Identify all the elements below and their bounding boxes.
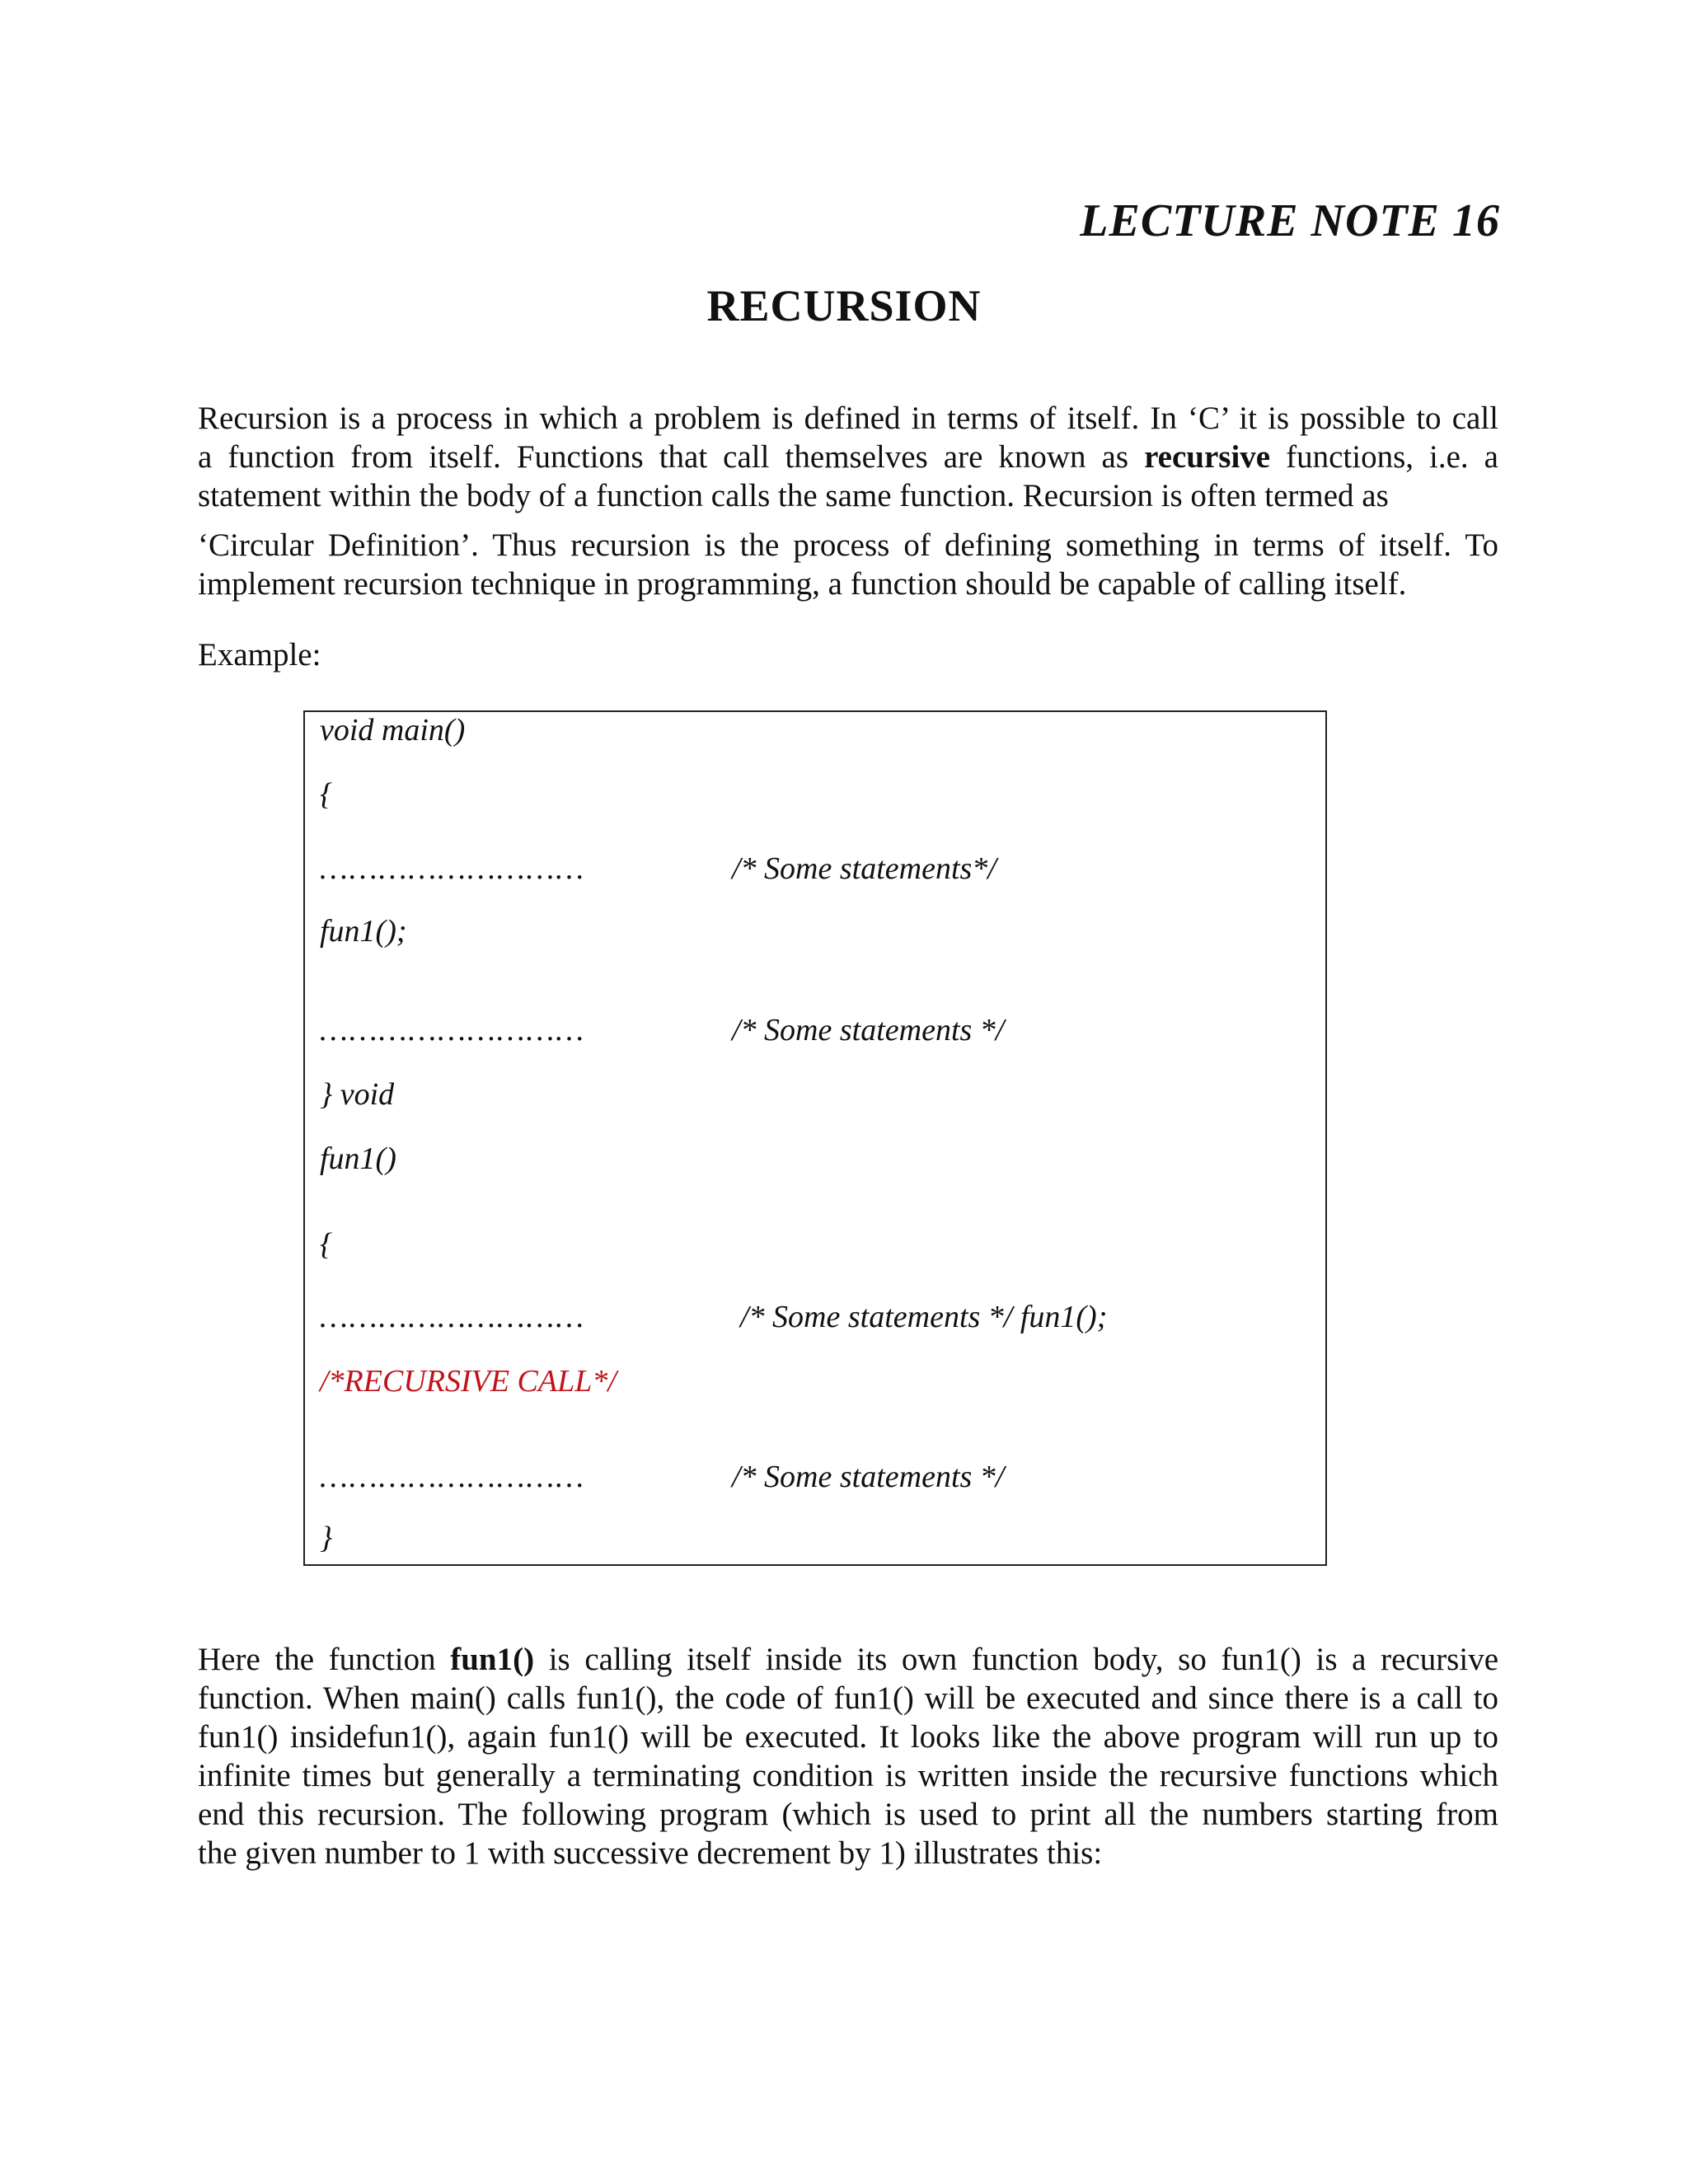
explanation-line-1 <box>198 1640 1498 1679</box>
page-title: RECURSION <box>706 281 982 330</box>
explanation-line-1-a: Here the function <box>198 1642 451 1677</box>
intro-line-2-b: functions, i.e. a <box>1270 439 1498 475</box>
code-line-open-brace-1: { <box>320 777 333 812</box>
code-dots-1: ……………………… <box>320 851 586 886</box>
intro-line-2-a: a function from itself. Functions that call themselves are known as <box>198 439 1145 475</box>
explanation-line-6: the given number to 1 with successive decrement by 1) illustrates this: <box>198 1835 1103 1871</box>
code-line-close-void: } void <box>320 1077 395 1112</box>
recursive-call-comment: /*RECURSIVE CALL*/ <box>320 1364 617 1399</box>
fun1-term: fun1() <box>450 1642 535 1677</box>
code-line-close-brace: } <box>320 1521 333 1555</box>
explanation-paragraph <box>198 1640 1498 1872</box>
code-line-fun1-def: fun1() <box>320 1141 396 1176</box>
code-comment-1: /* Some statements*/ <box>732 851 996 886</box>
code-comment-4: /* Some statements */ <box>732 1460 1005 1494</box>
intro-paragraph-2 <box>198 526 1498 603</box>
code-dots-4: ……………………… <box>320 1460 586 1494</box>
lecture-label: LECTURE NOTE 16 <box>1080 195 1500 246</box>
intro-paragraph-1 <box>198 399 1498 515</box>
example-label: Example: <box>198 637 321 673</box>
code-dots-2: ……………………… <box>320 1013 586 1047</box>
code-line-open-brace-2: { <box>320 1227 333 1262</box>
explanation-line-2: function. When main() calls fun1(), the code of fun1() will be executed and since there is a call to <box>198 1680 1498 1716</box>
intro-line-2 <box>198 438 1498 476</box>
explanation-line-4: infinite times but generally a terminating condition is written inside the recursive functions which <box>198 1758 1498 1793</box>
intro-line-5: implement recursion technique in programming, a function should be capable of calling itself. <box>198 566 1407 602</box>
recursive-term: recursive <box>1144 439 1271 475</box>
intro-line-1: Recursion is a process in which a problem is defined in terms of itself. In ‘C’ it is possible to call <box>198 401 1498 436</box>
explanation-line-5: end this recursion. The following program (which is used to print all the numbers starting from <box>198 1797 1498 1832</box>
intro-line-4: ‘Circular Definition’. Thus recursion is the process of defining something in terms of itself. To <box>198 527 1498 563</box>
code-line-fun1-call: fun1(); <box>320 914 407 949</box>
code-dots-3: ……………………… <box>320 1300 586 1334</box>
code-example-box <box>303 710 1327 1566</box>
explanation-line-3: fun1() insidefun1(), again fun1() will be executed. It looks like the above program will run up to <box>198 1719 1498 1755</box>
code-comment-2: /* Some statements */ <box>732 1013 1005 1047</box>
explanation-line-1-b: is calling itself inside its own function body, so fun1() is a recursive <box>534 1642 1498 1677</box>
intro-line-3: statement within the body of a function calls the same function. Recursion is often termed as <box>198 478 1389 513</box>
code-comment-3: /* Some statements */ fun1(); <box>740 1300 1108 1334</box>
code-line-main: void main() <box>320 713 466 748</box>
